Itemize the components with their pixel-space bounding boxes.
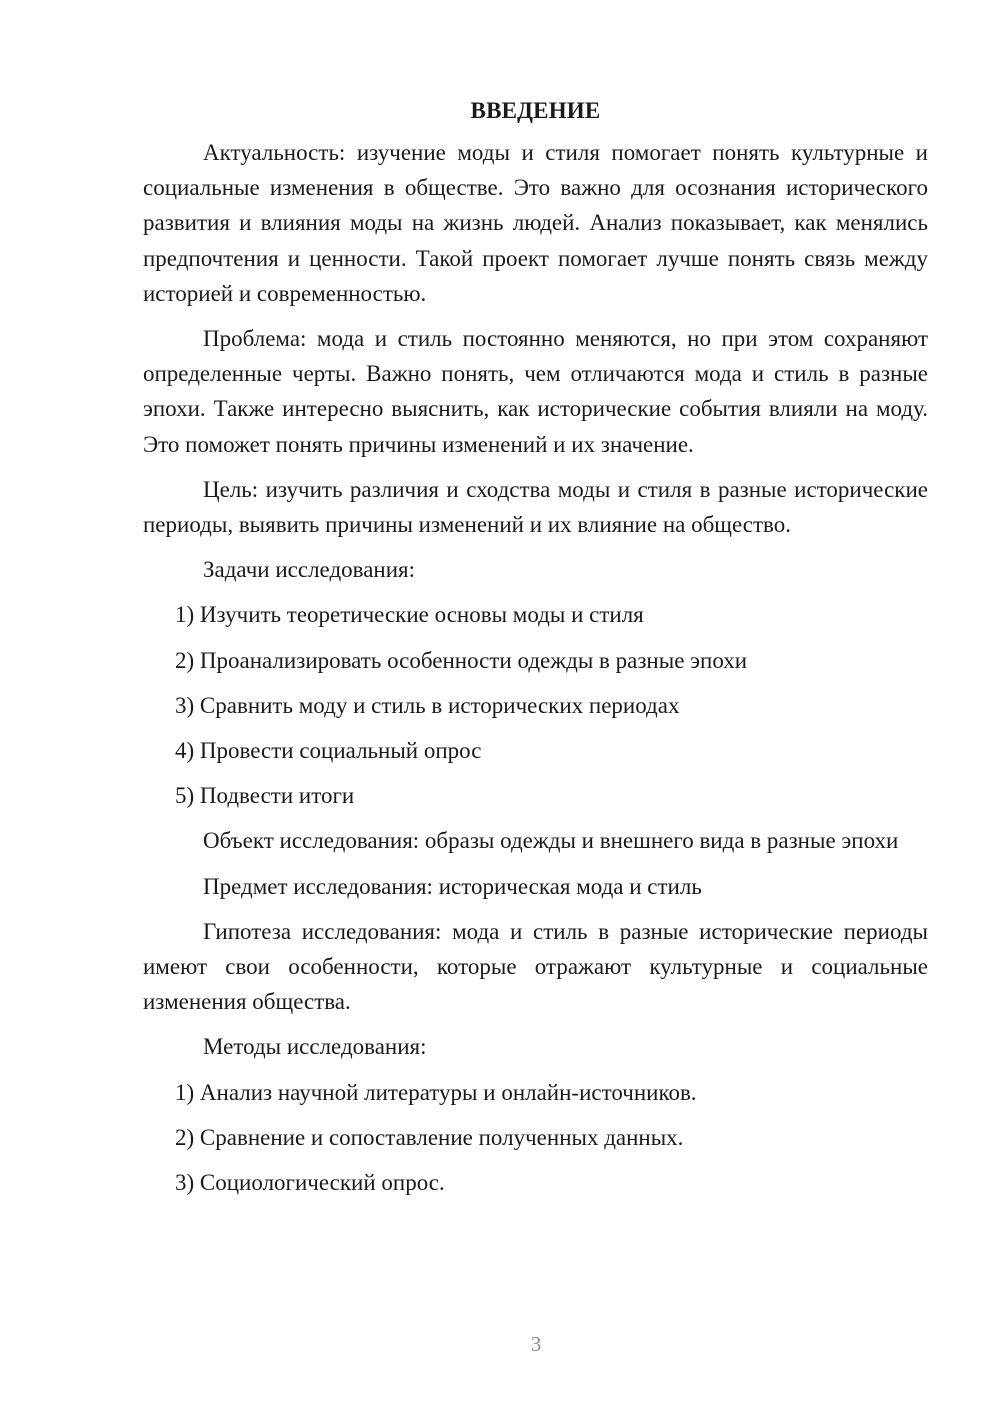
page-number: 3 bbox=[530, 1332, 542, 1356]
object-paragraph: Объект исследования: образы одежды и внешнего вида в разные эпохи bbox=[203, 828, 899, 854]
tasks-heading: Задачи исследования: bbox=[203, 557, 416, 583]
hypothesis-paragraph: Гипотеза исследования: мода и стиль в разные исторические периоды имеют свои особенности, которые отражают культурные и социальные изменения общества. bbox=[143, 918, 928, 1015]
method-item: 2) Сравнение и сопоставление полученных данных. bbox=[175, 1124, 684, 1150]
task-item: 1) Изучить теоретические основы моды и стиля bbox=[175, 602, 644, 628]
problem-paragraph: Проблема: мода и стиль постоянно меняются, но при этом сохраняют определенные черты. Важно понять, чем отличаются мода и стиль в разные эпохи. Также интересно выяснить, как исторические события влияли на моду. Это поможет понять причины изменений и их значение. bbox=[143, 326, 928, 457]
task-item: 3) Сравнить моду и стиль в исторических периодах bbox=[175, 692, 680, 718]
methods-heading: Методы исследования: bbox=[203, 1034, 427, 1060]
subject-paragraph: Предмет исследования: историческая мода и стиль bbox=[203, 873, 702, 899]
goal-paragraph: Цель: изучить различия и сходства моды и стиля в разные исторические периоды, выявить причины изменений и их влияние на общество. bbox=[143, 476, 928, 538]
task-item: 5) Подвести итоги bbox=[175, 783, 355, 809]
method-item: 3) Социологический опрос. bbox=[175, 1170, 445, 1196]
task-item: 2) Проанализировать особенности одежды в разные эпохи bbox=[175, 647, 748, 673]
task-item: 4) Провести социальный опрос bbox=[175, 738, 482, 764]
page-content bbox=[143, 93, 928, 1210]
method-item: 1) Анализ научной литературы и онлайн-источников. bbox=[175, 1079, 697, 1105]
relevance-paragraph: Актуальность: изучение моды и стиля помогает понять культурные и социальные изменения в обществе. Это важно для осознания исторического развития и влияния моды на жизнь людей. Анализ показывает, как менялись предпочтения и ценности. Такой проект помогает лучше понять связь между историей и современностью. bbox=[143, 140, 928, 306]
page-title: ВВЕДЕНИЕ bbox=[470, 98, 601, 123]
